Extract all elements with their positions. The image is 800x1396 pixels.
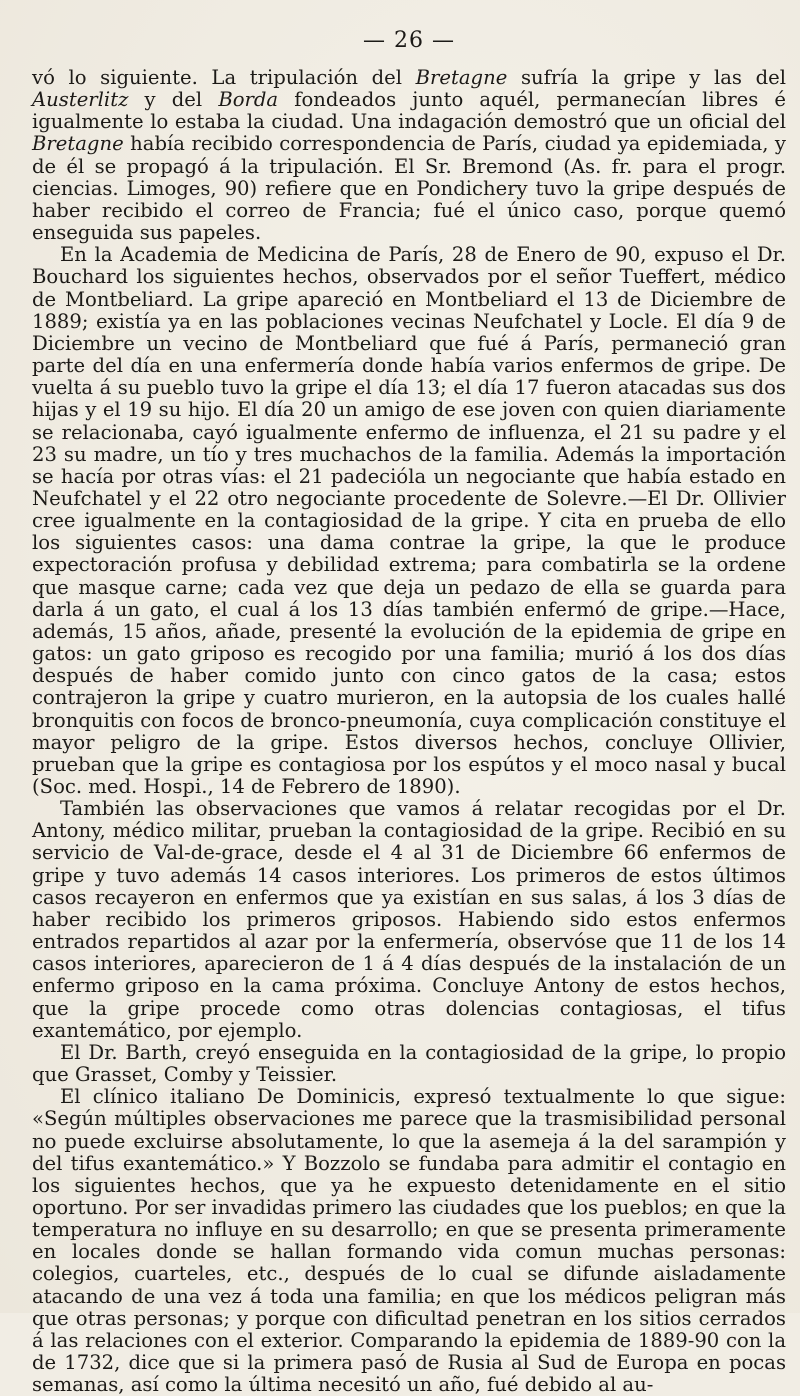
page-number: — 26 — xyxy=(363,28,455,53)
ship-name-austerlitz: Austerlitz xyxy=(32,88,129,112)
paragraph-5 xyxy=(32,1086,786,1396)
text-segment: vó lo siguiente. La tripulación del xyxy=(32,66,416,89)
ship-name-borda: Borda xyxy=(218,88,279,112)
ship-name-bretagne: Bretagne xyxy=(32,132,124,156)
paragraph-1 xyxy=(32,67,786,244)
text-segment: sufría la gripe y las del xyxy=(507,66,786,89)
text-segment: había recibido correspondencia de París, ciudad ya epidemiada, y de él se propagó á la tripulación. El Sr. Bremond (As. fr. para el progr. ciencias. Limoges, 90) refiere que en Pondichery tuvo la gripe después de haber recibido el correo de Francia; fué el único caso, porque quemó enseguida sus papeles. xyxy=(32,132,786,245)
text-segment: También las observaciones que vamos á relatar recogidas por el Dr. Antony, médico militar, prueban la contagiosidad de la gripe. Recibió en su servicio de Val-de-grace, desde el 4 al 31 de Diciembre 66 enfermos de gripe y tuvo además 14 casos interiores. Los primeros de estos últimos casos recayeron en enfermos que ya existían en sus salas, á los 3 días de haber recibido los primeros griposos. Habiendo sido estos enfermos entrados repartidos al azar por la enfermería, observóse que 11 de los 14 casos interiores, aparecieron de 1 á 4 días después de la instalación de un enfermo griposo en la cama próxima. Concluye Antony de estos hechos, que la gripe procede como otras dolencias contagiosas, el tifus exantemático, por ejemplo. xyxy=(32,797,786,1042)
text-segment: En la Academia de Medicina de París, 28 de Enero de 90, expuso el Dr. Bouchard los siguientes hechos, observados por el señor Tueffert, médico de Montbeliard. La gripe apareció en Montbeliard el 13 de Diciembre de 1889; existía ya en las poblaciones vecinas Neufchatel y Locle. El día 9 de Diciembre un vecino de Montbeliard que fué á París, permaneció gran parte del día en una enfermería donde había varios enfermos de gripe. De vuelta á su pueblo tuvo la gripe el día 13; el día 17 fueron atacadas sus dos hijas y el 19 su hijo. El día 20 un amigo de ese joven con quien diariamente se relacionaba, cayó igualmente enfermo de influenza, el 21 su padre y el 23 su madre, un tío y tres muchachos de la familia. Además la importación se hacía por otras vías: el 21 padecióla un negociante que había estado en Neufchatel y el 22 otro negociante procedente de Solevre.—El Dr. Ollivier cree igualmente en la contagiosidad de la gripe. Y cita en prueba de ello los siguientes casos: una dama contrae la gripe, la que le produce expectoración profusa y debilidad extrema; para combatirla se la ordene que masque carne; cada vez que deja un pedazo de ella se guarda para darla á un gato, el cual á los 13 días también enfermó de gripe.—Hace, además, 15 años, añade, presenté la evolución de la epidemia de gripe en gatos: un gato griposo es recogido por una familia; murió á los dos días después de haber comido junto con cinco gatos de la casa; estos contrajeron la gripe y cuatro murieron, en la autopsia de los cuales hallé bronquitis con focos de bronco-pneumonía, cuya complicación constituye el mayor peligro de la gripe. Estos diversos hechos, concluye Ollivier, prueban que la gripe es contagiosa por los espútos y el moco nasal y bucal (Soc. med. Hospi., 14 de Febrero de 1890). xyxy=(32,243,786,798)
paragraph-3 xyxy=(32,798,786,1042)
text-segment: y del xyxy=(128,88,219,112)
ship-name-bretagne: Bretagne xyxy=(415,66,508,89)
paragraph-2 xyxy=(32,244,786,798)
paragraph-4 xyxy=(32,1042,786,1086)
text-segment: El clínico italiano De Dominicis, expresó textualmente lo que sigue: «Según múltiples observaciones me parece que la trasmisibilidad personal no puede excluirse absolutamente, lo que la asemeja á la del sarampión y del tifus exantemático.» Y Bozzolo se fundaba para admitir el contagio en los siguientes hechos, que ya he expuesto detenidamente en el sitio oportuno. Por ser invadidas primero las ciudades que los pueblos; en que la temperatura no influye en su desarrollo; en que se presenta primeramente en locales donde se hallan formando vida comun muchas personas: colegios, cuarteles, etc., después de lo cual se difunde aisladamente atacando de una vez á toda una familia; en que los médicos peligran más que otras personas; y porque con dificultad penetran en los sitios cerrados á las relaciones con el exterior. Comparando la epidemia de 1889-90 con la de 1732, dice que si la primera pasó de Rusia al Sud de Europa en pocas semanas, así como la última necesitó un año, fué debido al au- xyxy=(32,1085,786,1396)
text-segment: El Dr. Barth, creyó enseguida en la contagiosidad de la gripe, lo propio que Grasset, Comby y Teissier. xyxy=(32,1040,786,1087)
text-segment: fondeados junto aquél, permanecían libres é igualmente lo estaba la ciudad. Una indagación demostró que un oficial del xyxy=(32,88,786,134)
